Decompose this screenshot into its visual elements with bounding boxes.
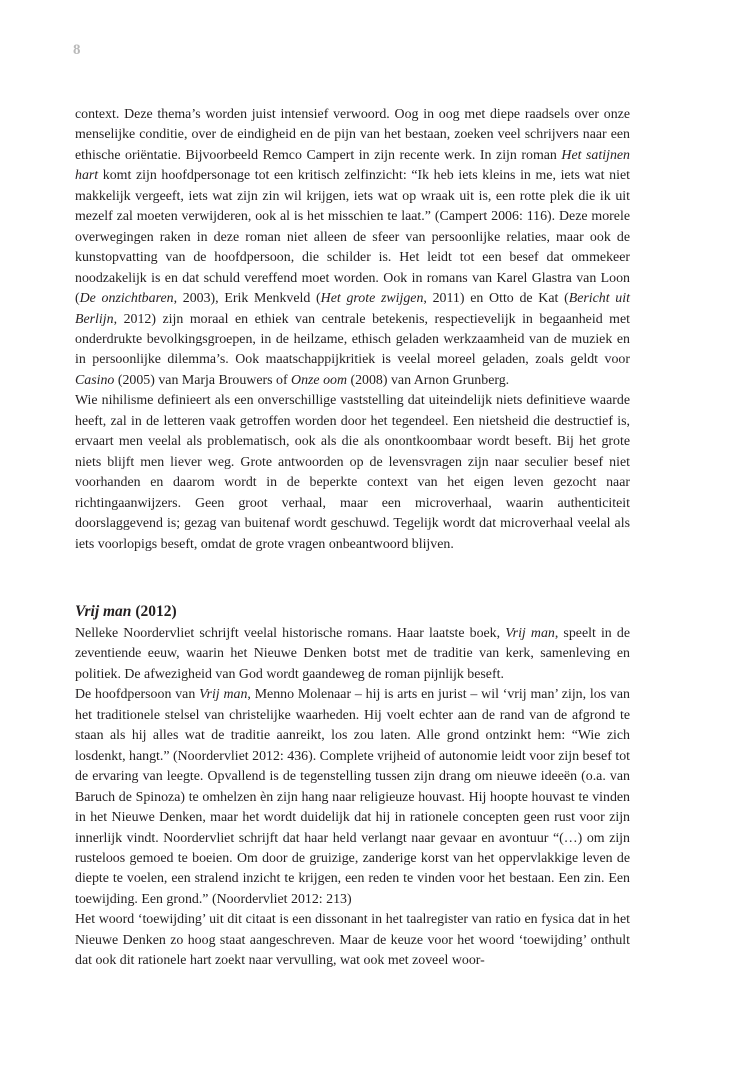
italic-title: Het satijnen hart bbox=[75, 147, 630, 184]
text-run: Nelleke Noordervliet schrijft veelal historische romans. Haar laatste boek, bbox=[75, 626, 506, 641]
text-run: , 2011) en Otto de Kat ( bbox=[423, 291, 569, 307]
text-run: komt zijn hoofdpersonage tot een kritisch zelfinzicht: “Ik heb iets kleins in me, iets wat niet makkelijk vergeeft, iets wat zijn zin wil krijgen, iets wat op wraak uit is, een rotte plek die ik uit mezelf zal moeten verwijderen, ook al is het misschien te laat.” (Campert 2006: 116). Deze morele overwegingen raken in deze roman niet alleen de sfeer van persoonlijke relaties, maar ook de kunstopvatting van de hoofdpersoon, die schilder is. Het leidt tot een besef dat ommekeer noodzakelijk is en dat schuld vereffend moet worden. Ook in romans van Karel Glastra van Loon ( bbox=[75, 168, 630, 307]
italic-title: Het grote zwijgen bbox=[320, 291, 424, 307]
text-run: , 2012) zijn moraal en ethiek van centrale betekenis, respectievelijk in begaanheid met onderdrukte bevolkingsgroepen, in de heilzame, ethisch geladen werkzaamheid van de muziek en in persoonlijke dilemma’s. Ook maatschappijkritiek is veelal moreel geladen, zoals geldt voor bbox=[75, 311, 630, 368]
paragraph bbox=[75, 624, 630, 685]
page-number: 8 bbox=[73, 42, 81, 58]
text-run: De hoofdpersoon van bbox=[75, 687, 200, 703]
section-heading bbox=[75, 601, 177, 623]
paragraph bbox=[75, 685, 630, 910]
text-run: Het woord ‘toewijding’ uit dit citaat is een dissonant in het taalregister van ratio en fysica dat in het Nieuwe Denken zo hoog staat aangeschreven. Maar de keuze voor het woord ‘toewijding’ onthult dat ook dit rationele hart zoekt naar vervulling, wat ook met zoveel woor- bbox=[75, 912, 630, 969]
italic-title: Onze oom bbox=[291, 372, 347, 388]
text-run: context. Deze thema’s worden juist intensief verwoord. Oog in oog met diepe raadsels over onze menselijke conditie, over de eindigheid en de pijn van het bestaan, zoeken veel schrijvers naar een ethische oriëntatie. Bijvoorbeeld Remco Campert in zijn recente werk. In zijn roman bbox=[75, 107, 630, 163]
paragraph bbox=[75, 391, 630, 555]
text-run: Wie nihilisme definieert als een onverschillige vaststelling dat uiteindelijk niets definitieve waarde heeft, zal in de letteren vaak getroffen worden door het tegendeel. Een nietsheid die destructief is, ervaart men veelal als problematisch, ook als die als onontkoombaar wordt beseft. Bij het grote niets blijft men liever weg. Grote antwoorden op de levensvragen zijn naar seculier besef niet voorhanden en daarom wordt in de beperkte context van het eigen leven gezocht naar richtingaanwijzers. Geen groot verhaal, maar een microverhaal, waarin authenticiteit doorslaggevend is; gezag van buitenaf wordt geschuwd. Tegelijk wordt dat microverhaal veelal als iets voorlopigs beseft, omdat de grote vragen onbeantwoord blijven. bbox=[75, 393, 630, 552]
text-run: (2008) van Arnon Grunberg. bbox=[347, 372, 510, 388]
italic-title: Vrij man bbox=[505, 626, 555, 641]
text-run: , speelt in de zeventiende eeuw, waarin het Nieuwe Denken botst met de traditie van kerk, samenleving en politiek. De afwezigheid van God wordt gaandeweg de roman pijnlijk beseft. bbox=[75, 626, 630, 682]
body-text-bottom bbox=[75, 624, 630, 972]
text-run: (2005) van Marja Brouwers of bbox=[114, 372, 292, 388]
italic-title: Casino bbox=[75, 372, 115, 388]
italic-title: De onzichtbaren bbox=[79, 291, 174, 307]
text-run: , 2003), Erik Menkveld ( bbox=[173, 291, 321, 307]
paragraph bbox=[75, 910, 630, 971]
italic-title: Bericht uit Berlijn bbox=[75, 291, 630, 327]
italic-title: Vrij man bbox=[199, 687, 248, 703]
text-run: , Menno Molenaar – hij is arts en jurist – wil ‘vrij man’ zijn, los van het traditionele stelsel van christelijke waarheden. Hij voelt echter aan de rand van de afgrond te staan als hij alles wat de traditie aanreikt, los zou laten. Alle grond ontzinkt hem: “Wie zich losdenkt, hangt.” (Noordervliet 2012: 436). Complete vrijheid of autonomie leidt voor zijn besef tot de ervaring van leegte. Opvallend is de tegenstelling tussen zijn drang om nieuwe ideeën (o.a. van Baruch de Spinoza) te omhelzen èn zijn hang naar religieuze houvast. Hij hoopte houvast te vinden in het Nieuwe Denken, maar het wordt duidelijk dat hij in rationele concepten geen rust voor zijn innerlijk vindt. Noordervliet schrijft dat haar held verlangt naar gevaar en avontuur “(…) om zijn rusteloos gemoed te boeien. Om door de gruizige, zanderige korst van het oppervlakkige leven de diepte te voelen, een stralend inzicht te krijgen, een reden te vinden voor het bestaan. Een zin. Een toewijding. Een grond.” (Noordervliet 2012: 213) bbox=[75, 687, 630, 907]
section-heading-title: Vrij man bbox=[75, 603, 132, 620]
body-text-top bbox=[75, 105, 630, 555]
section-heading-year: (2012) bbox=[131, 603, 177, 620]
paragraph bbox=[75, 105, 630, 391]
